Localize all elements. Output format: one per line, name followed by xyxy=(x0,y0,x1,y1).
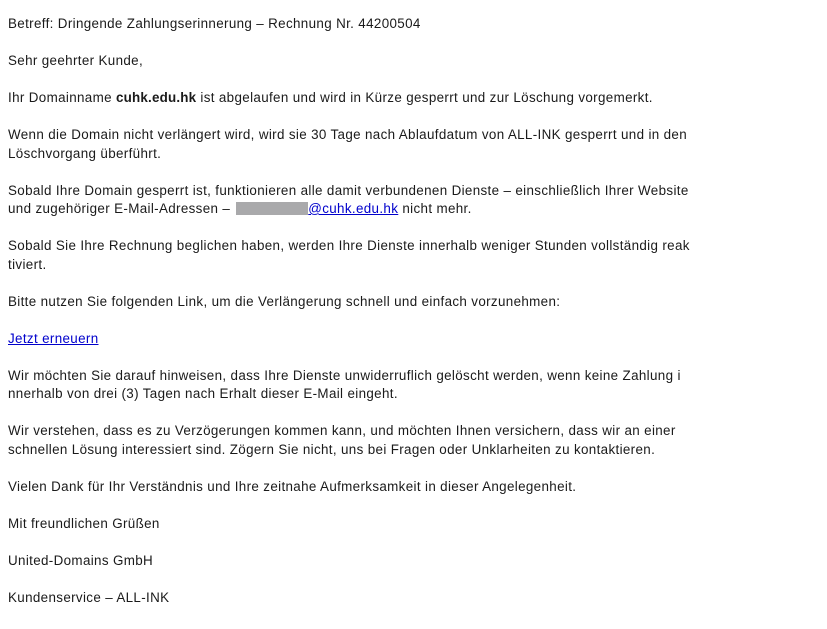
renew-link[interactable]: Jetzt erneuern xyxy=(8,330,99,346)
paragraph-thanks: Vielen Dank für Ihr Verständnis und Ihre zeitnahe Aufmerksamkeit in dieser Angelegenheit. xyxy=(8,478,577,494)
domain-name: cuhk.edu.hk xyxy=(115,90,197,105)
paragraph-line: Wir verstehen, dass es zu Verzögerungen kommen kann, und möchten Ihnen versichern, dass wir an einer xyxy=(8,423,676,438)
paragraph-text: nicht mehr. xyxy=(398,201,472,216)
email-salutation: Sehr geehrter Kunde, xyxy=(8,53,144,68)
paragraph-text: Ihr Domainname xyxy=(8,90,116,105)
paragraph-reactivation xyxy=(8,237,819,274)
paragraph-line: Wenn die Domain nicht verlängert wird, wird sie 30 Tage nach Ablaufdatum von ALL-INK gesperrt und in den xyxy=(8,127,688,142)
paragraph-deletion xyxy=(8,126,819,163)
paragraph-services-blocked xyxy=(8,182,819,219)
paragraph-text: ist abgelaufen und wird in Kürze gesperrt und zur Löschung vorgemerkt. xyxy=(196,90,653,105)
paragraph-line: Löschvorgang überführt. xyxy=(8,145,162,161)
paragraph-line: Sobald Ihre Domain gesperrt ist, funktionieren alle damit verbundenen Dienste – einschließlich Ihrer Website xyxy=(8,182,689,198)
email-company: United-Domains GmbH xyxy=(8,552,154,568)
email-closing: Mit freundlichen Grüßen xyxy=(8,515,160,531)
email-subject: Betreff: Dringende Zahlungserinnerung – Rechnung Nr. 44200504 xyxy=(8,16,421,31)
paragraph-use-link: Bitte nutzen Sie folgenden Link, um die Verlängerung schnell und einfach vorzunehmen: xyxy=(8,293,561,309)
email-address-link[interactable]: @cuhk.edu.hk xyxy=(308,201,399,216)
paragraph-line xyxy=(8,200,819,219)
redacted-block xyxy=(236,202,308,215)
paragraph-understanding xyxy=(8,422,819,459)
email-department: Kundenservice – ALL-INK xyxy=(8,589,170,605)
paragraph-line: Wir möchten Sie darauf hinweisen, dass Ihre Dienste unwiderruflich gelöscht werden, wenn keine Zahlung i xyxy=(8,367,681,383)
renew-link-row xyxy=(8,330,819,349)
paragraph-warning xyxy=(8,367,819,404)
paragraph-line: nnerhalb von drei (3) Tagen nach Erhalt dieser E-Mail eingeht. xyxy=(8,386,398,401)
paragraph-line: tiviert. xyxy=(8,256,47,272)
paragraph-domain-expired xyxy=(8,89,819,108)
paragraph-line: schnellen Lösung interessiert sind. Zögern Sie nicht, uns bei Fragen oder Unklarheiten zu kontaktieren. xyxy=(8,441,656,457)
paragraph-text: und zugehöriger E-Mail-Adressen – xyxy=(8,201,235,216)
paragraph-line: Sobald Sie Ihre Rechnung beglichen haben, werden Ihre Dienste innerhalb weniger Stunden vollständig reak xyxy=(8,238,690,253)
